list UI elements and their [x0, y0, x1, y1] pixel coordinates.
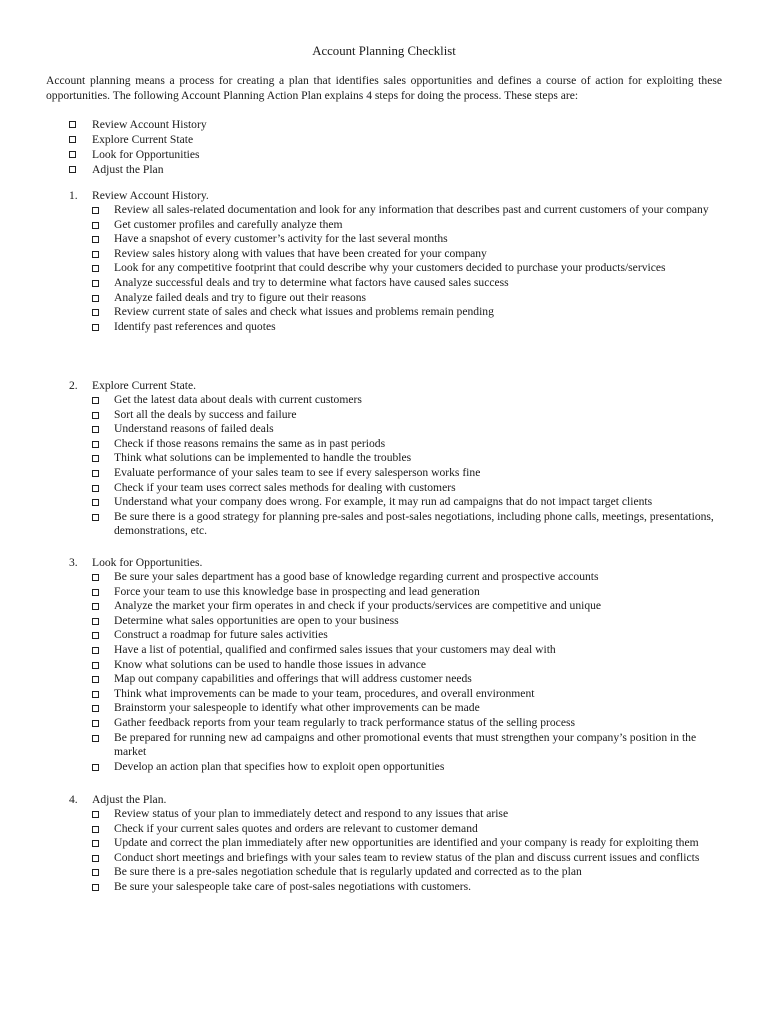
checkbox-icon: [92, 720, 99, 727]
checklist-item: [92, 232, 719, 247]
checklist-item: [92, 865, 719, 880]
checklist-item-text: Determine what sales opportunities are open to your business: [114, 613, 399, 627]
step-heading: [69, 555, 719, 570]
checkbox-icon: [92, 455, 99, 462]
step-number: 3.: [69, 556, 78, 569]
checklist-item-text: Update and correct the plan immediately after new opportunities are identified and your company is ready for exploiting them: [114, 836, 699, 850]
checklist-item: [92, 422, 719, 437]
checklist-item: [92, 687, 719, 702]
checkbox-icon: [92, 280, 99, 287]
checklist-item-text: Check if those reasons remains the same as in past periods: [114, 436, 386, 450]
checklist-item: [92, 261, 719, 276]
checklist-item-text: Conduct short meetings and briefings with your sales team to review status of the plan and discuss current issues and conflicts: [114, 850, 700, 864]
checkbox-icon: [92, 265, 99, 272]
checklist: [92, 807, 719, 895]
checklist-item-text: Map out company capabilities and offerings that will address customer needs: [114, 672, 472, 686]
checkbox-icon: [92, 855, 99, 862]
checkbox-icon: [92, 840, 99, 847]
checklist-item-text: Check if your current sales quotes and orders are relevant to customer demand: [114, 821, 478, 835]
checklist-item: [92, 585, 719, 600]
checklist-item-text: Be sure your sales department has a good base of knowledge regarding current and prospective accounts: [114, 570, 599, 583]
checkbox-icon: [92, 589, 99, 596]
checklist-item-text: Be sure there is a pre-sales negotiation schedule that is regularly updated and corrected as to the plan: [114, 865, 582, 879]
checklist-item-text: Brainstorm your salespeople to identify what other improvements can be made: [114, 701, 480, 715]
checklist-item: [92, 658, 719, 673]
overview-list: [69, 117, 719, 177]
checklist-item: [92, 276, 719, 291]
checklist-item: [92, 599, 719, 614]
checklist-item-text: Think what improvements can be made to your team, procedures, and overall environment: [114, 686, 535, 700]
checklist-item-text: Get the latest data about deals with current customers: [114, 393, 362, 406]
checklist-item-text: Have a snapshot of every customer’s activity for the last several months: [114, 232, 448, 246]
checkbox-icon: [69, 121, 76, 128]
checklist-item-text: Gather feedback reports from your team regularly to track performance status of the selling process: [114, 715, 575, 729]
step-number: 1.: [69, 189, 78, 202]
checklist-item-text: Review sales history along with values that have been created for your company: [114, 246, 487, 260]
checklist-item-text: Be sure your salespeople take care of post-sales negotiations with customers.: [114, 879, 472, 893]
checklist-item-text: Be sure there is a good strategy for planning pre-sales and post-sales negotiations, including phone calls, meetings, presentations, demonstrations, etc.: [114, 509, 714, 538]
checklist-item-text: Have a list of potential, qualified and confirmed sales issues that your customers may deal with: [114, 642, 556, 656]
step-heading: [69, 188, 719, 203]
checklist: [92, 203, 719, 334]
checklist-item: [92, 291, 719, 306]
checklist-item: [92, 614, 719, 629]
checklist-item-text: Force your team to use this knowledge base in prospecting and lead generation: [114, 584, 480, 598]
intro-paragraph: Account planning means a process for creating a plan that identifies sales opportunities and defines a course of action for exploiting these opportunities. The following Account Planning Action Plan explains 4 steps for doing the process. These steps are:: [46, 74, 722, 102]
checkbox-icon: [92, 662, 99, 669]
checkbox-icon: [69, 166, 76, 173]
step-title: Adjust the Plan.: [92, 793, 167, 806]
step-section: [69, 378, 719, 539]
overview-item: [69, 147, 719, 162]
overview-item-label: Look for Opportunities: [92, 148, 200, 162]
checklist-item: [92, 466, 719, 481]
checklist-item-text: Understand reasons of failed deals: [114, 422, 274, 436]
checkbox-icon: [92, 574, 99, 581]
checklist-item-text: Analyze failed deals and try to figure out their reasons: [114, 290, 367, 304]
checklist-item-text: Think what solutions can be implemented to handle the troubles: [114, 451, 412, 465]
checkbox-icon: [69, 136, 76, 143]
checklist-item: [92, 807, 719, 822]
checkbox-icon: [92, 618, 99, 625]
checklist-item-text: Analyze successful deals and try to determine what factors have caused sales success: [114, 275, 509, 289]
checklist-item: [92, 836, 719, 851]
step-section: [69, 188, 719, 334]
step-heading: [69, 792, 719, 807]
checklist-item: [92, 716, 719, 731]
checklist-item: [92, 672, 719, 687]
checkbox-icon: [92, 632, 99, 639]
checklist-item: [92, 643, 719, 658]
checkbox-icon: [92, 207, 99, 214]
checklist-item-text: Understand what your company does wrong. For example, it may run ad campaigns that do not impact target clients: [114, 495, 653, 509]
checkbox-icon: [92, 735, 99, 742]
overview-item-label: Explore Current State: [92, 133, 194, 147]
checklist-item: [92, 760, 719, 775]
checklist-item: [92, 247, 719, 262]
checkbox-icon: [92, 647, 99, 654]
checkbox-icon: [92, 295, 99, 302]
checklist-item: [92, 570, 719, 585]
step-number: 2.: [69, 379, 78, 392]
checklist-item: [92, 701, 719, 716]
checkbox-icon: [92, 236, 99, 243]
checkbox-icon: [92, 869, 99, 876]
checkbox-icon: [92, 397, 99, 404]
overview-item: [69, 132, 719, 147]
checklist-item: [92, 495, 719, 510]
step-number: 4.: [69, 793, 78, 806]
checkbox-icon: [69, 151, 76, 158]
checklist-item: [92, 481, 719, 496]
step-heading: [69, 378, 719, 393]
checklist-item: [92, 218, 719, 233]
checklist-item: [92, 851, 719, 866]
checkbox-icon: [92, 705, 99, 712]
checklist: [92, 393, 719, 539]
checklist-item: [92, 393, 719, 408]
checkbox-icon: [92, 485, 99, 492]
checklist-item-text: Develop an action plan that specifies how to exploit open opportunities: [114, 759, 445, 773]
checklist-item-text: Review current state of sales and check what issues and problems remain pending: [114, 305, 494, 319]
checkbox-icon: [92, 426, 99, 433]
checkbox-icon: [92, 412, 99, 419]
overview-item-label: Review Account History: [92, 118, 207, 131]
checkbox-icon: [92, 603, 99, 610]
page-title: Account Planning Checklist: [312, 44, 456, 58]
checklist: [92, 570, 719, 774]
checklist-item: [92, 305, 719, 320]
checkbox-icon: [92, 251, 99, 258]
checkbox-icon: [92, 470, 99, 477]
checklist-item-text: Evaluate performance of your sales team to see if every salesperson works fine: [114, 465, 481, 479]
checklist-item-text: Look for any competitive footprint that could describe why your customers decided to purchase your products/services: [114, 261, 666, 275]
checklist-item-text: Be prepared for running new ad campaigns and other promotional events that must strengthen your company’s position in the market: [114, 730, 697, 759]
checkbox-icon: [92, 309, 99, 316]
checklist-item-text: Check if your team uses correct sales methods for dealing with customers: [114, 480, 456, 494]
checklist-item-text: Identify past references and quotes: [114, 319, 276, 333]
checklist-item-text: Know what solutions can be used to handle those issues in advance: [114, 657, 427, 671]
checklist-item-text: Get customer profiles and carefully analyze them: [114, 217, 343, 231]
checklist-item: [92, 437, 719, 452]
overview-item: [69, 162, 719, 177]
checklist-item-text: Sort all the deals by success and failure: [114, 407, 297, 421]
step-title: Review Account History.: [92, 189, 209, 202]
checklist-item: [92, 203, 719, 218]
checklist-item-text: Construct a roadmap for future sales activities: [114, 628, 328, 642]
checklist-item: [92, 408, 719, 423]
checklist-item: [92, 822, 719, 837]
checkbox-icon: [92, 691, 99, 698]
overview-item: [69, 117, 719, 132]
checkbox-icon: [92, 826, 99, 833]
checkbox-icon: [92, 441, 99, 448]
step-section: [69, 555, 719, 774]
checklist-item: [92, 628, 719, 643]
checklist-item: [92, 731, 719, 760]
checkbox-icon: [92, 884, 99, 891]
checkbox-icon: [92, 811, 99, 818]
checkbox-icon: [92, 499, 99, 506]
checkbox-icon: [92, 764, 99, 771]
checkbox-icon: [92, 324, 99, 331]
step-section: [69, 792, 719, 895]
checklist-item: [92, 880, 719, 895]
checklist-item: [92, 320, 719, 335]
checklist-item-text: Analyze the market your firm operates in and check if your products/services are competitive and unique: [114, 599, 602, 613]
checkbox-icon: [92, 676, 99, 683]
checklist-item: [92, 510, 719, 539]
overview-item-label: Adjust the Plan: [92, 163, 164, 177]
step-title: Look for Opportunities.: [92, 556, 203, 569]
checklist-item: [92, 451, 719, 466]
checkbox-icon: [92, 514, 99, 521]
checklist-item-text: Review status of your plan to immediately detect and respond to any issues that arise: [114, 807, 509, 820]
checklist-item-text: Review all sales-related documentation and look for any information that describes past and current customers of your company: [114, 203, 709, 216]
checkbox-icon: [92, 222, 99, 229]
step-title: Explore Current State.: [92, 379, 196, 392]
